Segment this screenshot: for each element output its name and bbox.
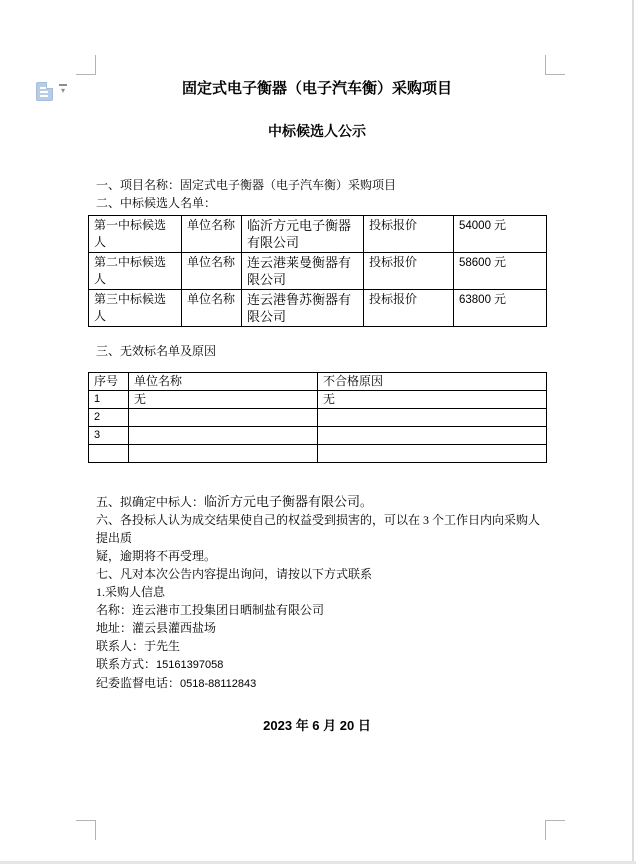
price-value: 58600 xyxy=(459,257,491,269)
company-name[interactable]: 连云港莱曼衡器有限公司 xyxy=(242,253,364,290)
section-3-invalid-heading[interactable]: 三、无效标名单及原因 xyxy=(96,344,217,358)
price-unit: 元 xyxy=(490,255,506,269)
company-name[interactable]: 连云港鲁苏衡器有限公司 xyxy=(242,290,364,327)
document-title[interactable]: 固定式电子衡器（电子汽车衡）采购项目 xyxy=(181,81,452,97)
contact-phone-label: 联系方式： xyxy=(96,657,157,671)
price-unit: 元 xyxy=(490,218,506,232)
buyer-info-heading[interactable]: 1.采购人信息 xyxy=(96,585,166,599)
price-cell[interactable] xyxy=(454,290,547,327)
reason-cell[interactable] xyxy=(318,409,547,427)
contact-person[interactable]: 联系人：于先生 xyxy=(96,639,181,653)
table-row xyxy=(89,445,547,463)
section-6-line2[interactable]: 疑，逾期将不再受理。 xyxy=(96,549,217,563)
document-content xyxy=(88,0,546,734)
company-name[interactable]: 临沂方元电子衡器有限公司 xyxy=(242,216,364,253)
supervision-phone-line[interactable] xyxy=(88,674,546,693)
paste-options-button[interactable] xyxy=(34,80,70,102)
candidate-rank[interactable]: 第一中标候选人 xyxy=(89,216,182,253)
table-header-row xyxy=(89,373,547,391)
price-value: 54000 xyxy=(459,220,491,232)
chevron-down-icon[interactable]: ▾ xyxy=(60,86,65,95)
buyer-name[interactable]: 名称：连云港市工投集团日晒制盐有限公司 xyxy=(96,603,325,617)
contact-phone-line[interactable] xyxy=(88,655,546,674)
table-row xyxy=(89,216,547,253)
price-label[interactable]: 投标报价 xyxy=(364,290,454,327)
table-row xyxy=(89,253,547,290)
price-value: 63800 xyxy=(459,294,491,306)
col-header-unit[interactable]: 单位名称 xyxy=(129,373,318,391)
table-row xyxy=(89,290,547,327)
crop-mark-bottom-right xyxy=(545,820,565,840)
seq-cell[interactable]: 1 xyxy=(89,391,129,409)
document-date[interactable]: 2023 年 6 月 20 日 xyxy=(263,718,371,733)
clipboard-paste-icon xyxy=(36,82,53,101)
unit-cell[interactable] xyxy=(129,409,318,427)
reason-cell[interactable] xyxy=(318,445,547,463)
section-1-project-name[interactable]: 一、项目名称：固定式电子衡器（电子汽车衡）采购项目 xyxy=(96,178,397,192)
price-label[interactable]: 投标报价 xyxy=(364,253,454,290)
winner-suffix: 。 xyxy=(360,495,373,509)
table-row xyxy=(89,391,547,409)
section-6-line1[interactable]: 六、各投标人认为成交结果使自己的权益受到损害的，可以在 3 个工作日内向采购人提出质 xyxy=(96,513,541,545)
price-label[interactable]: 投标报价 xyxy=(364,216,454,253)
seq-cell[interactable] xyxy=(89,445,129,463)
seq-cell[interactable]: 3 xyxy=(89,427,129,445)
page-right-edge xyxy=(632,0,634,864)
section-5-winner[interactable] xyxy=(88,493,546,511)
candidate-rank[interactable]: 第三中标候选人 xyxy=(89,290,182,327)
unit-label[interactable]: 单位名称 xyxy=(182,290,242,327)
winner-prefix: 五、拟确定中标人： xyxy=(96,495,205,509)
reason-cell[interactable]: 无 xyxy=(318,391,547,409)
crop-mark-bottom-left xyxy=(76,820,96,840)
price-cell[interactable] xyxy=(454,216,547,253)
crop-mark-top-right xyxy=(545,55,565,75)
price-cell[interactable] xyxy=(454,253,547,290)
reason-cell[interactable] xyxy=(318,427,547,445)
col-header-reason[interactable]: 不合格原因 xyxy=(318,373,547,391)
supervision-phone-label: 纪委监督电话： xyxy=(96,676,181,690)
supervision-phone-number: 0518-88112843 xyxy=(180,678,257,690)
unit-cell[interactable]: 无 xyxy=(129,391,318,409)
unit-label[interactable]: 单位名称 xyxy=(182,216,242,253)
section-2-candidates-heading[interactable]: 二、中标候选人名单： xyxy=(96,196,217,210)
table-row xyxy=(89,409,547,427)
col-header-seq[interactable]: 序号 xyxy=(89,373,129,391)
unit-cell[interactable] xyxy=(129,427,318,445)
table-row xyxy=(89,427,547,445)
candidates-table[interactable] xyxy=(88,215,547,327)
document-subtitle[interactable]: 中标候选人公示 xyxy=(268,125,366,140)
section-7-inquiry[interactable]: 七、凡对本次公告内容提出询问，请按以下方式联系 xyxy=(96,567,373,581)
unit-cell[interactable] xyxy=(129,445,318,463)
unit-label[interactable]: 单位名称 xyxy=(182,253,242,290)
buyer-address[interactable]: 地址：灌云县灌西盐场 xyxy=(96,621,217,635)
invalid-bids-table[interactable] xyxy=(88,372,547,463)
candidate-rank[interactable]: 第二中标候选人 xyxy=(89,253,182,290)
winner-company: 临沂方元电子衡器有限公司 xyxy=(204,494,361,509)
contact-phone-number: 15161397058 xyxy=(156,659,224,671)
price-unit: 元 xyxy=(490,292,506,306)
seq-cell[interactable]: 2 xyxy=(89,409,129,427)
